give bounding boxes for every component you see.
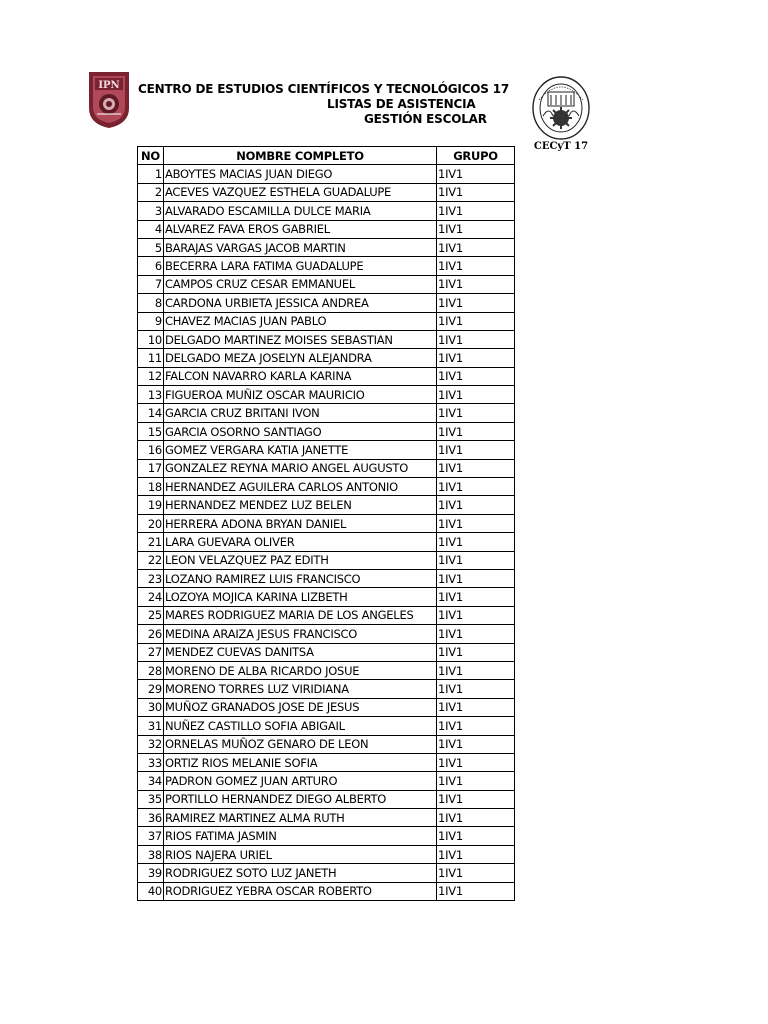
row-number: 14: [138, 404, 164, 422]
student-group: 1IV1: [437, 569, 515, 587]
student-group: 1IV1: [437, 790, 515, 808]
student-name: ORNELAS MUÑOZ GENARO DE LEON: [164, 735, 437, 753]
student-name: FIGUEROA MUÑIZ OSCAR MAURICIO: [164, 386, 437, 404]
row-number: 31: [138, 717, 164, 735]
student-group: 1IV1: [437, 202, 515, 220]
student-name: NUÑEZ CASTILLO SOFIA ABIGAIL: [164, 717, 437, 735]
student-group: 1IV1: [437, 404, 515, 422]
student-name: GOMEZ VERGARA KATIA JANETTE: [164, 441, 437, 459]
student-name: MARES RODRIGUEZ MARIA DE LOS ANGELES: [164, 606, 437, 624]
student-name: GARCIA CRUZ BRITANI IVON: [164, 404, 437, 422]
row-number: 28: [138, 661, 164, 679]
student-name: ORTIZ RIOS MELANIE SOFIA: [164, 753, 437, 771]
row-number: 4: [138, 220, 164, 238]
student-group: 1IV1: [437, 643, 515, 661]
table-row: [138, 772, 515, 790]
student-group: 1IV1: [437, 680, 515, 698]
student-name: RODRIGUEZ SOTO LUZ JANETH: [164, 864, 437, 882]
row-number: 20: [138, 514, 164, 532]
student-group: 1IV1: [437, 441, 515, 459]
table-row: [138, 643, 515, 661]
row-number: 36: [138, 809, 164, 827]
student-name: DELGADO MEZA JOSELYN ALEJANDRA: [164, 349, 437, 367]
table-row: [138, 312, 515, 330]
table-row: [138, 680, 515, 698]
row-number: 13: [138, 386, 164, 404]
table-row: [138, 367, 515, 385]
attendance-table: [137, 146, 515, 901]
table-row: [138, 533, 515, 551]
table-row: [138, 294, 515, 312]
row-number: 10: [138, 330, 164, 348]
table-row: [138, 183, 515, 201]
student-name: CARDONA URBIETA JESSICA ANDREA: [164, 294, 437, 312]
table-row: [138, 606, 515, 624]
table-row: [138, 753, 515, 771]
student-name: RODRIGUEZ YEBRA OSCAR ROBERTO: [164, 882, 437, 900]
row-number: 9: [138, 312, 164, 330]
student-name: LOZOYA MOJICA KARINA LIZBETH: [164, 588, 437, 606]
student-name: MORENO DE ALBA RICARDO JOSUE: [164, 661, 437, 679]
row-number: 40: [138, 882, 164, 900]
student-name: PADRON GOMEZ JUAN ARTURO: [164, 772, 437, 790]
row-number: 29: [138, 680, 164, 698]
student-name: FALCON NAVARRO KARLA KARINA: [164, 367, 437, 385]
table-row: [138, 882, 515, 900]
table-row: [138, 165, 515, 183]
student-group: 1IV1: [437, 827, 515, 845]
student-group: 1IV1: [437, 588, 515, 606]
header-department: GESTIÓN ESCOLAR: [364, 112, 487, 126]
row-number: 19: [138, 496, 164, 514]
student-group: 1IV1: [437, 809, 515, 827]
table-row: [138, 459, 515, 477]
table-row: [138, 625, 515, 643]
table-row: [138, 735, 515, 753]
row-number: 24: [138, 588, 164, 606]
student-group: 1IV1: [437, 349, 515, 367]
table-row: [138, 864, 515, 882]
table-row: [138, 441, 515, 459]
student-name: CAMPOS CRUZ CESAR EMMANUEL: [164, 275, 437, 293]
cecyt-seal-caption: CECyT 17: [533, 141, 589, 152]
student-name: PORTILLO HERNANDEZ DIEGO ALBERTO: [164, 790, 437, 808]
student-group: 1IV1: [437, 735, 515, 753]
student-name: DELGADO MARTINEZ MOISES SEBASTIAN: [164, 330, 437, 348]
student-name: MORENO TORRES LUZ VIRIDIANA: [164, 680, 437, 698]
table-row: [138, 588, 515, 606]
table-header-row: [138, 147, 515, 165]
row-number: 7: [138, 275, 164, 293]
table-row: [138, 514, 515, 532]
column-header-name: NOMBRE COMPLETO: [164, 147, 437, 165]
student-name: LEON VELAZQUEZ PAZ EDITH: [164, 551, 437, 569]
student-name: HERNANDEZ AGUILERA CARLOS ANTONIO: [164, 478, 437, 496]
row-number: 2: [138, 183, 164, 201]
student-name: RIOS FATIMA JASMIN: [164, 827, 437, 845]
student-group: 1IV1: [437, 845, 515, 863]
student-name: HERNANDEZ MENDEZ LUZ BELEN: [164, 496, 437, 514]
svg-text:IPN: IPN: [98, 80, 120, 91]
row-number: 30: [138, 698, 164, 716]
table-row: [138, 790, 515, 808]
table-row: [138, 202, 515, 220]
student-name: HERRERA ADONA BRYAN DANIEL: [164, 514, 437, 532]
row-number: 5: [138, 238, 164, 256]
table-row: [138, 717, 515, 735]
row-number: 11: [138, 349, 164, 367]
row-number: 27: [138, 643, 164, 661]
table-row: [138, 661, 515, 679]
student-name: ALVARADO ESCAMILLA DULCE MARIA: [164, 202, 437, 220]
table-row: [138, 422, 515, 440]
header-list-title: LISTAS DE ASISTENCIA: [327, 97, 476, 111]
table-row: [138, 698, 515, 716]
student-name: GARCIA OSORNO SANTIAGO: [164, 422, 437, 440]
row-number: 22: [138, 551, 164, 569]
table-row: [138, 257, 515, 275]
table-row: [138, 496, 515, 514]
row-number: 8: [138, 294, 164, 312]
student-group: 1IV1: [437, 514, 515, 532]
table-row: [138, 238, 515, 256]
student-group: 1IV1: [437, 478, 515, 496]
student-group: 1IV1: [437, 864, 515, 882]
row-number: 23: [138, 569, 164, 587]
student-group: 1IV1: [437, 717, 515, 735]
student-group: 1IV1: [437, 661, 515, 679]
row-number: 25: [138, 606, 164, 624]
student-group: 1IV1: [437, 882, 515, 900]
row-number: 16: [138, 441, 164, 459]
student-name: MUÑOZ GRANADOS JOSE DE JESUS: [164, 698, 437, 716]
student-group: 1IV1: [437, 753, 515, 771]
student-name: LARA GUEVARA OLIVER: [164, 533, 437, 551]
student-group: 1IV1: [437, 422, 515, 440]
table-row: [138, 809, 515, 827]
row-number: 39: [138, 864, 164, 882]
student-group: 1IV1: [437, 698, 515, 716]
row-number: 37: [138, 827, 164, 845]
student-group: 1IV1: [437, 625, 515, 643]
row-number: 33: [138, 753, 164, 771]
table-row: [138, 845, 515, 863]
student-name: MENDEZ CUEVAS DANITSA: [164, 643, 437, 661]
student-name: BARAJAS VARGAS JACOB MARTIN: [164, 238, 437, 256]
table-row: [138, 330, 515, 348]
header-institution: CENTRO DE ESTUDIOS CIENTÍFICOS Y TECNOLÓGICOS 17: [138, 82, 510, 96]
row-number: 15: [138, 422, 164, 440]
student-group: 1IV1: [437, 165, 515, 183]
column-header-no: NO: [138, 147, 164, 165]
student-group: 1IV1: [437, 294, 515, 312]
student-group: 1IV1: [437, 312, 515, 330]
student-group: 1IV1: [437, 367, 515, 385]
attendance-table-body: [138, 165, 515, 901]
row-number: 6: [138, 257, 164, 275]
student-name: RIOS NAJERA URIEL: [164, 845, 437, 863]
student-group: 1IV1: [437, 183, 515, 201]
student-name: MEDINA ARAIZA JESUS FRANCISCO: [164, 625, 437, 643]
row-number: 1: [138, 165, 164, 183]
student-group: 1IV1: [437, 275, 515, 293]
table-row: [138, 551, 515, 569]
student-group: 1IV1: [437, 551, 515, 569]
table-row: [138, 827, 515, 845]
student-name: LOZANO RAMIREZ LUIS FRANCISCO: [164, 569, 437, 587]
student-group: 1IV1: [437, 772, 515, 790]
row-number: 34: [138, 772, 164, 790]
student-name: ABOYTES MACIAS JUAN DIEGO: [164, 165, 437, 183]
ipn-crest-icon: [86, 68, 132, 130]
student-group: 1IV1: [437, 330, 515, 348]
table-row: [138, 478, 515, 496]
row-number: 21: [138, 533, 164, 551]
student-group: 1IV1: [437, 533, 515, 551]
student-group: 1IV1: [437, 496, 515, 514]
column-header-group: GRUPO: [437, 147, 515, 165]
student-name: RAMIREZ MARTINEZ ALMA RUTH: [164, 809, 437, 827]
table-row: [138, 275, 515, 293]
table-row: [138, 569, 515, 587]
student-group: 1IV1: [437, 606, 515, 624]
student-name: BECERRA LARA FATIMA GUADALUPE: [164, 257, 437, 275]
student-group: 1IV1: [437, 238, 515, 256]
cecyt-seal-icon: [529, 76, 593, 142]
row-number: 3: [138, 202, 164, 220]
student-name: GONZALEZ REYNA MARIO ANGEL AUGUSTO: [164, 459, 437, 477]
student-group: 1IV1: [437, 220, 515, 238]
student-name: CHAVEZ MACIAS JUAN PABLO: [164, 312, 437, 330]
student-group: 1IV1: [437, 386, 515, 404]
row-number: 18: [138, 478, 164, 496]
table-row: [138, 404, 515, 422]
table-row: [138, 349, 515, 367]
student-group: 1IV1: [437, 257, 515, 275]
student-name: ACEVES VAZQUEZ ESTHELA GUADALUPE: [164, 183, 437, 201]
table-row: [138, 220, 515, 238]
row-number: 38: [138, 845, 164, 863]
row-number: 35: [138, 790, 164, 808]
student-name: ALVAREZ FAVA EROS GABRIEL: [164, 220, 437, 238]
row-number: 26: [138, 625, 164, 643]
student-group: 1IV1: [437, 459, 515, 477]
row-number: 32: [138, 735, 164, 753]
row-number: 17: [138, 459, 164, 477]
table-row: [138, 386, 515, 404]
row-number: 12: [138, 367, 164, 385]
